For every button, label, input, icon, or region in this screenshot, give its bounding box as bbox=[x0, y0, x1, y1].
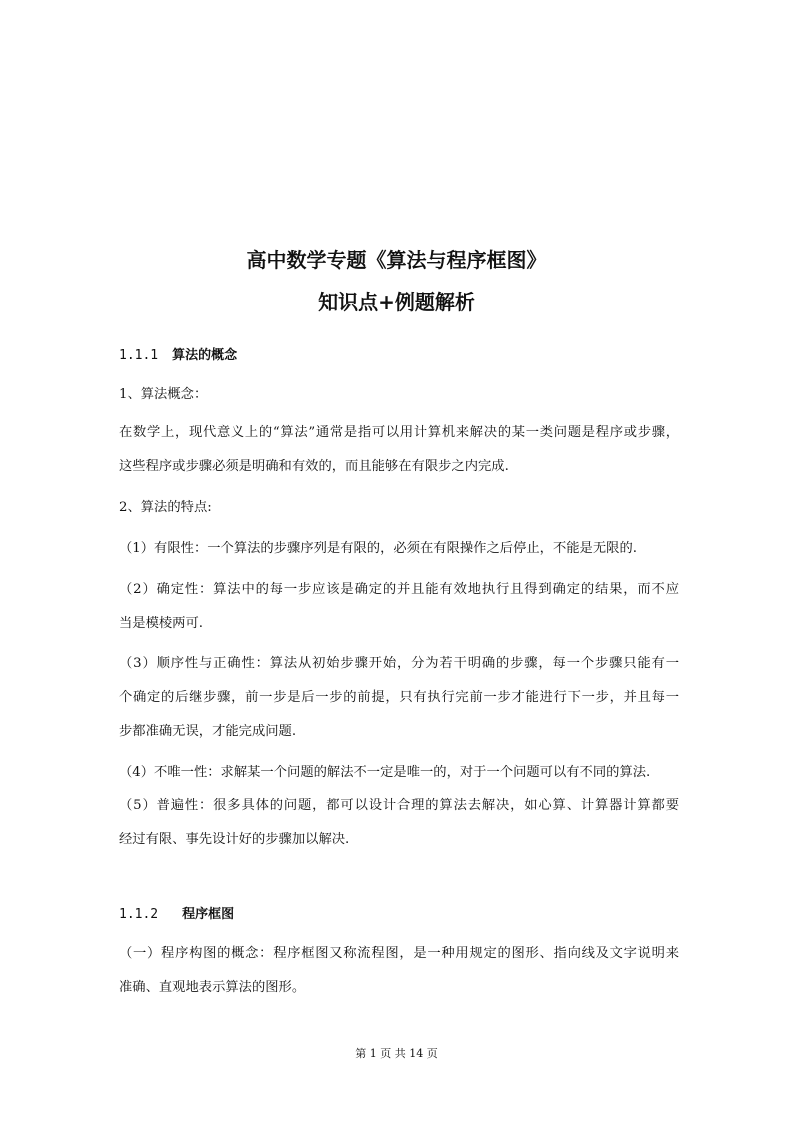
text-line: 这些程序或步骤必须是明确和有效的，而且能够在有限步之内完成. bbox=[119, 459, 509, 474]
section2-paragraph bbox=[119, 937, 679, 1005]
text-line: （5）普遍性：很多具体的问题，都可以设计合理的算法去解决，如心算、计算器计算都要 bbox=[119, 798, 679, 813]
text-line: 步都准确无误，才能完成问题. bbox=[119, 724, 297, 739]
section-title: 算法的概念 bbox=[172, 348, 238, 363]
section-number: 1.1.2 bbox=[119, 907, 159, 922]
document-subtitle: 知识点+例题解析 bbox=[318, 290, 475, 314]
text-line: 当是模棱两可. bbox=[119, 616, 204, 631]
section-title: 程序框图 bbox=[182, 907, 235, 922]
section-heading-1-1-1 bbox=[119, 344, 237, 363]
feature-2 bbox=[119, 573, 679, 641]
page-footer: 第 1 页 共 14 页 bbox=[355, 1047, 438, 1060]
text-line: （4）不唯一性：求解某一个问题的解法不一定是唯一的，对于一个问题可以有不同的算法. bbox=[119, 765, 651, 780]
item2-label bbox=[119, 491, 679, 525]
text-line: 经过有限、事先设计好的步骤加以解决. bbox=[119, 832, 350, 847]
feature-4 bbox=[119, 756, 679, 790]
text-line: （2）确定性：算法中的每一步应该是确定的并且能有效地执行且得到确定的结果，而不应 bbox=[119, 582, 679, 597]
text-line: 2、算法的特点: bbox=[119, 500, 212, 515]
feature-3 bbox=[119, 647, 679, 749]
section-heading-1-1-2 bbox=[119, 903, 234, 922]
document-title: 高中数学专题《算法与程序框图》 bbox=[246, 248, 547, 272]
feature-5 bbox=[119, 789, 679, 857]
item1-label bbox=[119, 378, 679, 412]
text-line: （1）有限性：一个算法的步骤序列是有限的，必须在有限操作之后停止，不能是无限的. bbox=[119, 541, 637, 556]
feature-1 bbox=[119, 532, 679, 566]
text-line: 在数学上，现代意义上的“算法”通常是指可以用计算机来解决的某一类问题是程序或步骤， bbox=[119, 425, 679, 440]
item1-paragraph bbox=[119, 416, 679, 484]
text-line: 个确定的后继步骤，前一步是后一步的前提，只有执行完前一步才能进行下一步，并且每一 bbox=[119, 690, 679, 705]
text-line: （一）程序构图的概念：程序框图又称流程图，是一种用规定的图形、指向线及文字说明来 bbox=[119, 946, 679, 961]
text-line: （3）顺序性与正确性：算法从初始步骤开始，分为若干明确的步骤，每一个步骤只能有一 bbox=[119, 656, 679, 671]
text-line: 准确、直观地表示算法的图形。 bbox=[119, 980, 306, 995]
text-line: 1、算法概念： bbox=[119, 387, 208, 402]
section-number: 1.1.1 bbox=[119, 348, 159, 363]
